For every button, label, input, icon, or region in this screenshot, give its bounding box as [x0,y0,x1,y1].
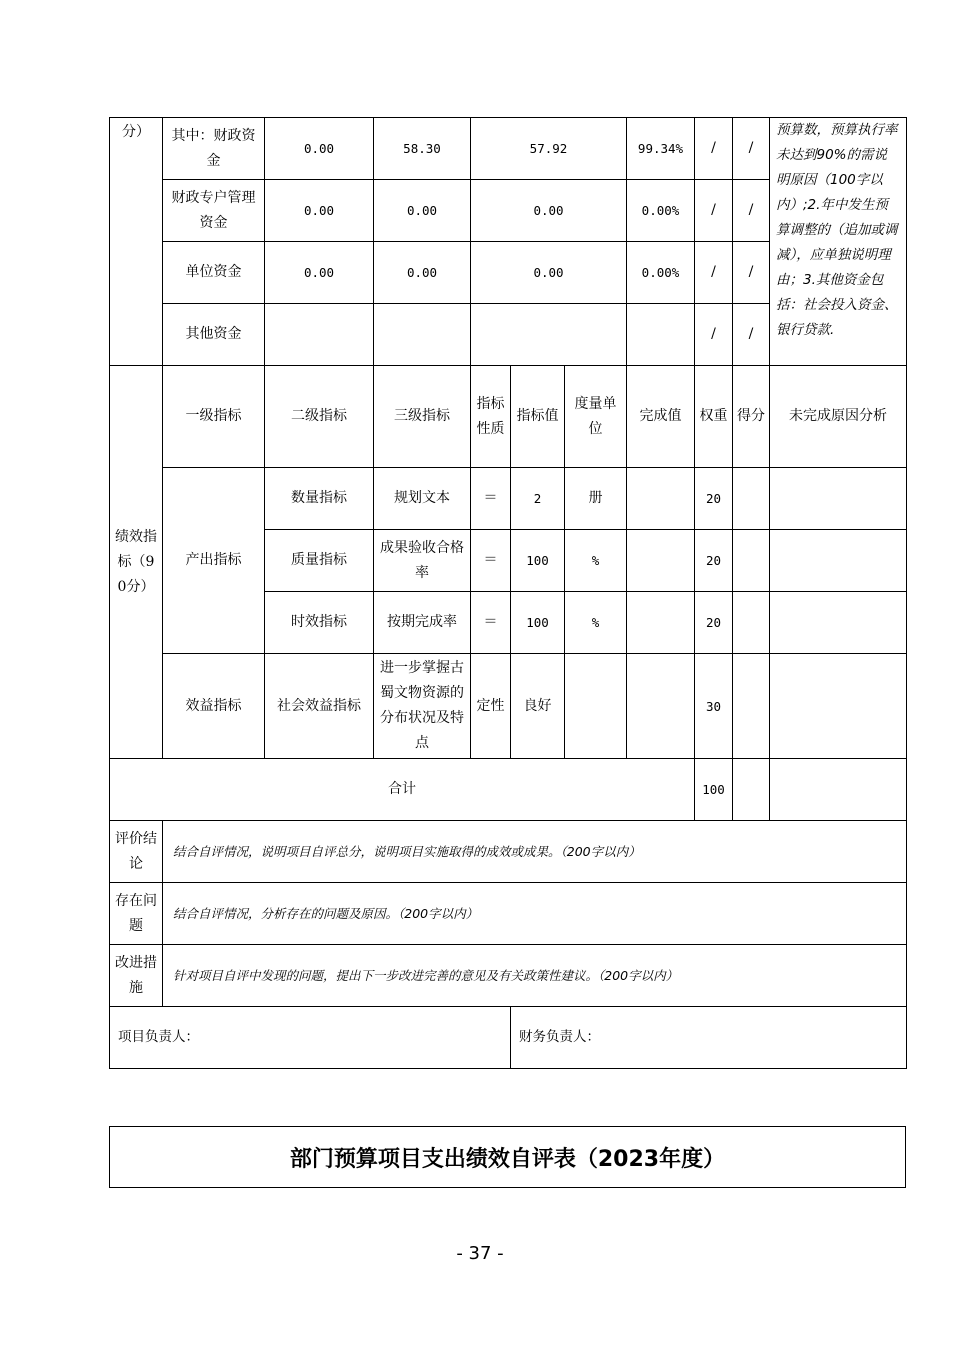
header-reason: 未完成原因分析 [770,366,907,468]
execution-rate-cell: 0.00% [627,180,695,242]
annual-budget-cell: 0.00 [265,118,374,180]
section-label-continued: 分） [110,118,163,366]
weight-cell: 20 [695,468,733,530]
unit-cell [565,654,627,759]
total-label: 合计 [110,759,695,821]
weight-cell: / [695,118,733,180]
weight-cell: 20 [695,592,733,654]
header-weight: 权重 [695,366,733,468]
score-cell [733,530,770,592]
reason-cell [770,654,907,759]
value-cell: 100 [511,530,565,592]
score-cell: / [733,304,770,366]
reason-cell [770,530,907,592]
level3-cell: 成果验收合格率 [374,530,471,592]
value-cell: 100 [511,592,565,654]
execution-rate-cell [627,304,695,366]
header-level1: 一级指标 [163,366,265,468]
performance-self-evaluation-table [109,117,907,1069]
unit-cell: % [565,592,627,654]
score-cell: / [733,118,770,180]
full-year-budget-cell: 58.30 [374,118,471,180]
score-cell [733,654,770,759]
level3-cell: 按期完成率 [374,592,471,654]
execution-rate-cell: 0.00% [627,242,695,304]
level2-cell: 社会效益指标 [265,654,374,759]
project-lead-signature: 项目负责人： [110,1007,511,1069]
full-year-budget-cell [374,304,471,366]
reason-cell [770,592,907,654]
weight-cell: 30 [695,654,733,759]
fund-source-cell: 财政专户管理资金 [163,180,265,242]
problems-hint: 结合自评情况，分析存在的问题及原因。（200字以内） [163,883,907,945]
level2-cell: 数量指标 [265,468,374,530]
value-cell: 良好 [511,654,565,759]
weight-cell: 20 [695,530,733,592]
header-completed: 完成值 [627,366,695,468]
unit-cell: 册 [565,468,627,530]
total-score [733,759,770,821]
level3-cell: 进一步掌握古蜀文物资源的分布状况及特点 [374,654,471,759]
header-value: 指标值 [511,366,565,468]
header-unit: 度量单位 [565,366,627,468]
executed-amount-cell: 0.00 [471,242,627,304]
header-score: 得分 [733,366,770,468]
total-reason [770,759,907,821]
conclusion-label: 评价结论 [110,821,163,883]
fund-source-cell: 单位资金 [163,242,265,304]
score-cell [733,592,770,654]
problems-label: 存在问题 [110,883,163,945]
annual-budget-cell: 0.00 [265,242,374,304]
conclusion-hint: 结合自评情况，说明项目自评总分，说明项目实施取得的成效或成果。（200字以内） [163,821,907,883]
full-year-budget-cell: 0.00 [374,180,471,242]
annual-budget-cell [265,304,374,366]
annual-budget-cell: 0.00 [265,180,374,242]
unit-cell: % [565,530,627,592]
fund-source-cell: 其中：财政资金 [163,118,265,180]
completed-cell [627,530,695,592]
completed-cell [627,654,695,759]
score-cell: / [733,242,770,304]
total-weight: 100 [695,759,733,821]
level3-cell: 规划文本 [374,468,471,530]
execution-rate-cell: 99.34% [627,118,695,180]
header-level2: 二级指标 [265,366,374,468]
benefit-indicator-label: 效益指标 [163,654,265,759]
output-indicator-label: 产出指标 [163,468,265,654]
header-level3: 三级指标 [374,366,471,468]
nature-cell: 定性 [471,654,511,759]
header-nature: 指标性质 [471,366,511,468]
weight-cell: / [695,180,733,242]
budget-note: 预算数，预算执行率未达到90%的需说明原因（100字以内）;2.年中发生预算调整的（追加或调减），应单独说明理由；3.其他资金包括：社会投入资金、银行贷款. [770,118,907,366]
next-table-title: 部门预算项目支出绩效自评表（2023年度） [109,1126,906,1188]
page-number: - 37 - [456,1243,504,1264]
score-cell [733,468,770,530]
performance-section-label: 绩效指标（90分） [110,366,163,759]
measures-label: 改进措施 [110,945,163,1007]
completed-cell [627,468,695,530]
weight-cell: / [695,304,733,366]
completed-cell [627,592,695,654]
score-cell: / [733,180,770,242]
level2-cell: 时效指标 [265,592,374,654]
finance-lead-signature: 财务负责人： [511,1007,907,1069]
executed-amount-cell: 0.00 [471,180,627,242]
nature-cell: ＝ [471,468,511,530]
nature-cell: ＝ [471,592,511,654]
full-year-budget-cell: 0.00 [374,242,471,304]
fund-source-cell: 其他资金 [163,304,265,366]
level2-cell: 质量指标 [265,530,374,592]
executed-amount-cell: 57.92 [471,118,627,180]
nature-cell: ＝ [471,530,511,592]
measures-hint: 针对项目自评中发现的问题，提出下一步改进完善的意见及有关政策性建议。（200字以内） [163,945,907,1007]
weight-cell: / [695,242,733,304]
value-cell: 2 [511,468,565,530]
reason-cell [770,468,907,530]
executed-amount-cell [471,304,627,366]
